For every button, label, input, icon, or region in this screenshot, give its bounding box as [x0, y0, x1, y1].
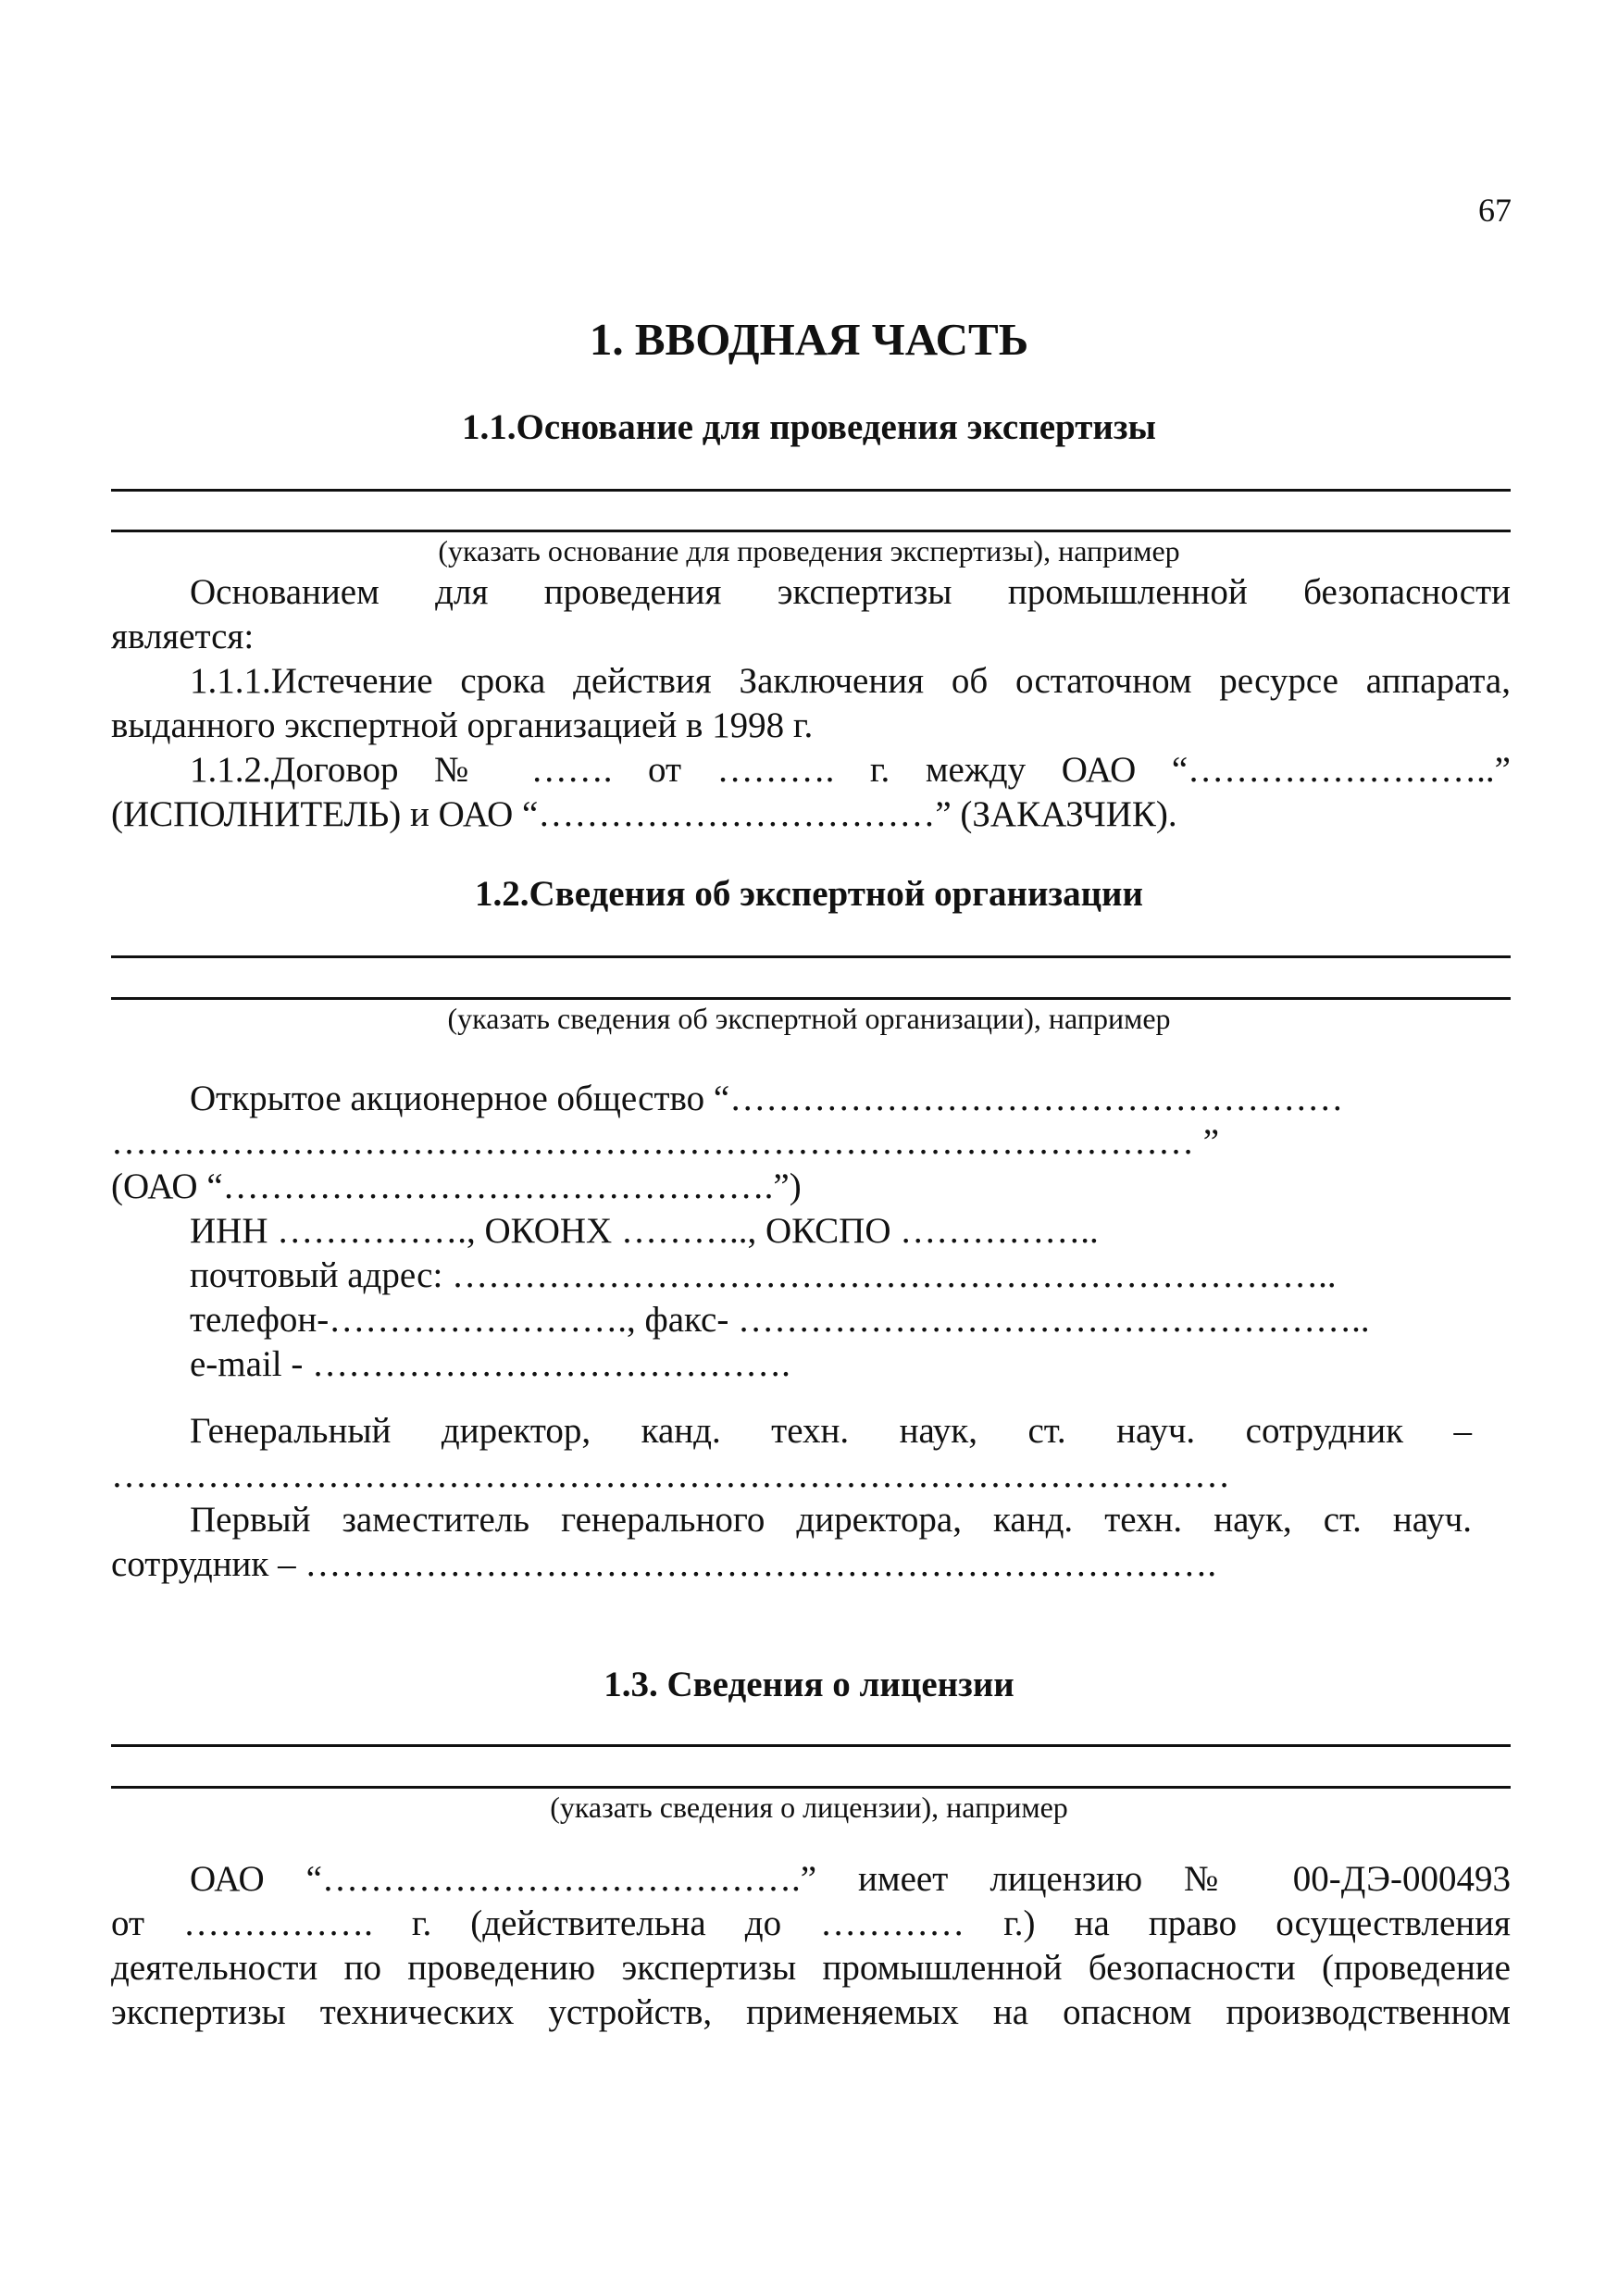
- section-1-2-line-8: Генеральный директор, канд. техн. наук, ст. науч. сотрудник –: [190, 1411, 1472, 1451]
- section-1-1-heading: 1.1.Основание для проведения экспертизы: [462, 407, 1156, 447]
- fill-line-1: [111, 489, 1511, 492]
- fill-line-5: [111, 1744, 1511, 1747]
- section-1-3-hint: (указать сведения о лицензии), например: [550, 1791, 1068, 1824]
- section-1-2-line-9: …………………………………………………………………………………: [111, 1455, 1230, 1495]
- section-1-2-line-11: сотрудник – ………………………………………………………………….: [111, 1544, 1217, 1584]
- section-1-3-line-2: от ……………. г. (действительна до ………… г.) на право осуществления: [111, 1903, 1511, 1943]
- section-1-3-heading: 1.3. Сведения о лицензии: [604, 1665, 1014, 1704]
- page-title: 1. ВВОДНАЯ ЧАСТЬ: [589, 314, 1029, 365]
- section-1-3-line-1: ОАО “………………………………….” имеет лицензию № 00-ДЭ-000493: [190, 1859, 1511, 1899]
- section-1-2-line-4: ИНН ……………., ОКОНХ ……….., ОКСПО ……………..: [190, 1211, 1099, 1251]
- section-1-2-line-7: e-mail - ………………………………….: [190, 1344, 790, 1384]
- section-1-2-heading: 1.2.Сведения об экспертной организации: [475, 874, 1143, 914]
- section-1-2-line-1: Открытое акционерное общество “……………………………………………: [190, 1079, 1344, 1118]
- section-1-2-line-10: Первый заместитель генерального директора, канд. техн. наук, ст. науч.: [190, 1500, 1472, 1540]
- section-1-3-line-4: экспертизы технических устройств, применяемых на опасном производственном: [111, 1992, 1511, 2032]
- section-1-1-line-4: выданного экспертной организацией в 1998 г.: [111, 705, 814, 745]
- page-number: 67: [1478, 192, 1512, 229]
- section-1-3-line-3: деятельности по проведению экспертизы промышленной безопасности (проведение: [111, 1948, 1511, 1988]
- section-1-2-line-2: ……………………………………………………………………………… ”: [111, 1122, 1220, 1162]
- section-1-1-line-2: является:: [111, 617, 255, 656]
- section-1-1-line-5: 1.1.2.Договор № ……. от ………. г. между ОАО “……………………..”: [190, 750, 1511, 790]
- section-1-2-line-5: почтовый адрес: ………………………………………………………………..: [190, 1255, 1337, 1295]
- section-1-1-hint: (указать основание для проведения экспертизы), например: [438, 534, 1180, 568]
- section-1-1-line-6: (ИСПОЛНИТЕЛЬ) и ОАО “……………………………” (ЗАКАЗЧИК).: [111, 794, 1177, 834]
- section-1-2-hint: (указать сведения об экспертной организации), например: [447, 1002, 1171, 1035]
- section-1-1-line-1: Основанием для проведения экспертизы промышленной безопасности: [190, 572, 1511, 612]
- section-1-1-line-3: 1.1.1.Истечение срока действия Заключения об остаточном ресурсе аппарата,: [190, 661, 1511, 701]
- section-1-2-line-3: (ОАО “……………………………………….”): [111, 1167, 802, 1206]
- fill-line-3: [111, 955, 1511, 958]
- section-1-2-line-6: телефон-……………………., факс- ……………………………………………..: [190, 1300, 1370, 1340]
